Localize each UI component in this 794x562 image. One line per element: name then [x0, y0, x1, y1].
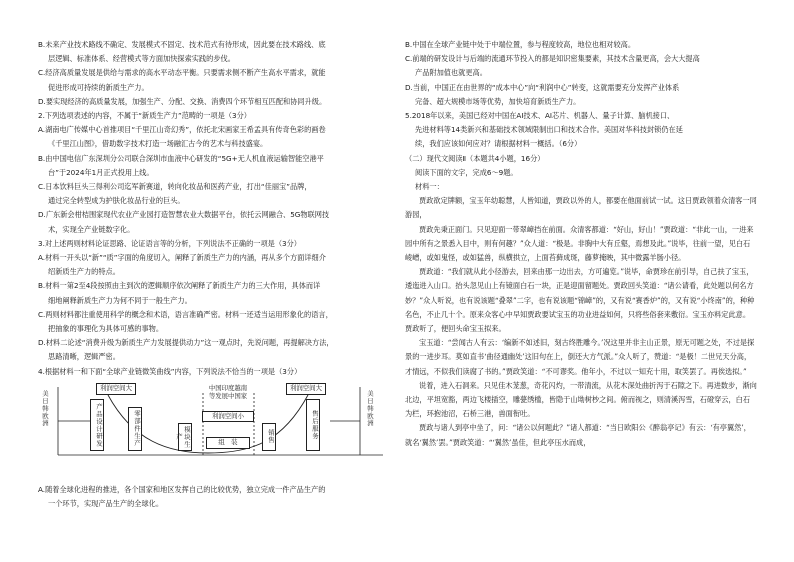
- reading-instruction: 阅读下面的文字，完成6～9题。: [415, 167, 518, 177]
- left-bottom-line-0: A.随着全球化进程的推进，各个国家和地区发挥自己的比较优势，独立完成一件产品生产的: [38, 484, 326, 494]
- left-column: [38, 38, 388, 511]
- profit-large-left: 利润空间大: [96, 383, 136, 395]
- stage-parts: 零部件生产: [128, 407, 142, 451]
- right-line-5: 5.2018年以来，美国已经对中国在AI技术、AI芯片、机器人、量子计算、脑机接口、: [405, 111, 675, 121]
- narrative-text: [405, 194, 757, 450]
- narrative-paragraph-5: 贾政与诸人到亭中坐了，问：“诸公以何题此？”诸人都道：“当日欧阳公《醉翁亭记》有云：‘有亭翼然’，就名‘翼然’罢。”贾政笑道：“‘翼然’虽佳，但此亭压水而成，: [405, 423, 751, 447]
- left-line-7: 《千里江山图》，借助数字技术打造一场融汇古今的艺术与科技盛宴。: [48, 139, 268, 149]
- narrative-paragraph-2: 贾政道：“我们就从此小径游去，回来由那一边出去，方可遍览。”说毕，命贾珍在前引导，自己扶了宝玉，逶迤进入山口。抬头忽见山上有镜面白石一块，正是迎面留题处。贾政回头笑道：“诸公请看，此处题以何名方妙？”众人听说，也有说该题“叠翠”二字，也有说该题“锦嶂”的，又有说“赛香炉”的，又有说“小终南”的，种种名色，不止几十个。原来众客心中早知贾政要试宝玉的功业进益如何，只将些俗套来敷衍。宝玉亦料定此意。贾政听了，便回头命宝玉拟来。: [405, 267, 755, 334]
- left-line-20: 把抽象的事理化为具体可感的事物。: [48, 324, 164, 334]
- right-line-7: 续，我们应该如何应对？请根据材料一概括。（6分）: [415, 139, 582, 149]
- left-line-1: 层逻辑、标准体系、经营模式等方面加快探索实践的步伐。: [48, 54, 235, 64]
- stage-design: 产品设计研发: [90, 399, 104, 451]
- right-line-3: D.当前，中国正在由世界的“成本中心”向“利润中心”转变，这就需要充分发挥产业体系: [405, 82, 680, 92]
- left-line-23: 4.根据材料一和下面“全球产业链微笑曲线”内容，下列说法不恰当的一项是（3分）: [38, 366, 302, 376]
- narrative-paragraph-4: 说着，进入石洞来。只见佳木茏葱，奇花闪灼，一带清流，从花木深处曲折泻于石隙之下。再进数步，渐向北边，平坦宽豁，两边飞楼插空，雕甍绣槛，皆隐于山坳树杪之间。俯而视之，则清溪泻雪，石磴穿云，白石为栏，环抱池沼，石桥三港，兽面衔吐。: [405, 380, 757, 419]
- section-title: （二）现代文阅读Ⅱ（本题共4小题，16分）: [405, 153, 545, 163]
- narrative-paragraph-3: 宝玉道：“尝闻古人有云：‘编新不如述旧，刻古终胜雕今。’况这里并非主山正景，原无可题之处，不过是探景的一进步耳。莫如直书‘曲径通幽处’这旧句在上，倒还大方气派。”众人听了，赞道：“是极！二世兄天分高，才情远，不似我们读腐了书的。”贾政笑道：“不可谬奖。他年小，不过以一知充十用，取笑罢了。再俟选拟。”: [405, 338, 755, 376]
- profit-large-right: 利润空间大: [286, 383, 326, 395]
- left-line-17: B.材料一第2至4段按照由主到次的逻辑顺序依次阐释了新质生产力的三大作用，具体而详: [38, 281, 321, 291]
- right-line-4: 完备、超大规模市场等优势，加快培育新质生产力。: [415, 96, 581, 106]
- left-line-6: A.湖南电广传媒中心首推项目“千里江山奇幻秀”，依托北宋画家王希孟具有传奇色彩的画卷: [38, 125, 326, 135]
- narrative-paragraph-0: 贾政欲定牌额，宝玉年幼聪慧，人皆知道，贾政以外的人，都要在他面前试一试。这日贾政领着众清客一同游园，: [405, 196, 757, 220]
- stage-service: 售后服务: [306, 399, 320, 451]
- left-line-2: C.经济高质量发展是供给与需求的高水平动态平衡。只要需求侧不断产生高水平需求，就能: [38, 68, 326, 78]
- left-line-21: D.材料二论述“消费升级为新质生产力发展提供动力”这一观点时，先说问题，再提解决方法，: [38, 338, 334, 348]
- right-line-0: B.中国在全球产业链中处于中端位置，参与程度较高，地位也相对较高。: [405, 40, 636, 49]
- left-line-16: 绍新质生产力的特点。: [48, 267, 120, 277]
- left-line-9: 台”于2024年1月正式投用上线。: [48, 167, 154, 177]
- left-region-label: 美日韩欧洲: [41, 390, 49, 428]
- left-question-block: [38, 38, 388, 379]
- left-line-18: 细地阐释新质生产力为何不同于一般生产力。: [48, 295, 192, 305]
- china-label-2: 等发展中国家: [208, 391, 248, 400]
- left-line-3: 促进形成可持续的新质生产力。: [48, 82, 149, 92]
- left-line-5: 2.下列选项表述的内容，不属于“新质生产力”范畴的一项是（3分）: [38, 111, 251, 121]
- left-line-0: B.未来产业技术路线不确定、发展模式不固定、技术范式有待形成，因此要在技术路线、底: [38, 40, 326, 49]
- left-line-19: C.两则材料都注重使用科学的概念和术语，语言准确严密。材料一还适当运用形象化的语言，: [38, 309, 333, 319]
- left-line-11: 通过完全转型成为护肤化妆品行业的巨头。: [48, 196, 185, 206]
- left-line-14: 3.对上述两则材料论证思路、论证语言等的分析，下列说法不正确的一项是（3分）: [38, 238, 301, 248]
- left-line-4: D.要实现经济的高质量发展，加强生产、分配、交换、消费四个环节相互匹配和协同升级。: [38, 96, 327, 106]
- stage-sales: 销售: [262, 423, 276, 451]
- right-question-block: [405, 38, 757, 152]
- stage-module: 模块生产: [178, 423, 192, 451]
- narrative-paragraph-1: 贾政先秉正面门。只见迎面一带翠嶂挡在前面。众清客都道：“好山，好山！”贾政道：“非此一山，一进来园中所有之景悉入目中，则有何趣？”众人道：“极是。非胸中大有丘壑，焉想及此。”说毕，往前一望，见白石崚嶒，或如鬼怪，或如猛兽，纵横拱立，上面苔藓成斑，藤萝掩映，其中微露羊肠小径。: [405, 224, 754, 263]
- right-line-1: C.前端的研发设计与后端的流通环节投入的都是知识密集要素，其技术含量更高，会大大提高: [405, 54, 700, 64]
- right-column: [405, 38, 757, 450]
- right-line-2: 产品附加值也就更高。: [415, 68, 487, 78]
- left-line-15: A.材料一开头以“新”“质”字面的角度切入，阐释了新质生产力的内涵，再从多个方面详细介: [38, 253, 326, 263]
- left-line-22: 思路清晰，逻辑严密。: [48, 352, 120, 362]
- smile-curve-figure: [38, 381, 388, 481]
- stage-assembly: 组 装: [206, 437, 250, 449]
- left-line-10: C.日本饮料巨头三得利公司迄军新赛道，转向化妆品和医药产业，打出“佳丽宝”品牌，: [38, 182, 312, 192]
- right-region-label: 美日韩欧洲: [366, 390, 374, 428]
- china-label-1: 中国印度越南: [208, 383, 248, 392]
- left-line-13: 术，实现全产业链数字化。: [48, 224, 135, 234]
- left-option-a: [38, 483, 388, 511]
- material-title: 材料一：: [415, 182, 444, 192]
- left-line-8: B.由中国电信广东深圳分公司联合深圳市血液中心研发的“5G+无人机血液运输智能空港平: [38, 153, 324, 163]
- right-line-6: 先进材料等14类新兴和基础技术领域限制出口和技术合作。美国对华科技封锁仍在延: [415, 125, 683, 135]
- left-bottom-line-1: 一个环节，实现产品生产的全球化。: [48, 499, 164, 509]
- left-line-12: D.广东新会柑桔围家现代农业产业园打造智慧农业大数据平台，依托云网融合、5G物联网技: [38, 210, 330, 220]
- profit-small: 利润空间小: [202, 411, 254, 422]
